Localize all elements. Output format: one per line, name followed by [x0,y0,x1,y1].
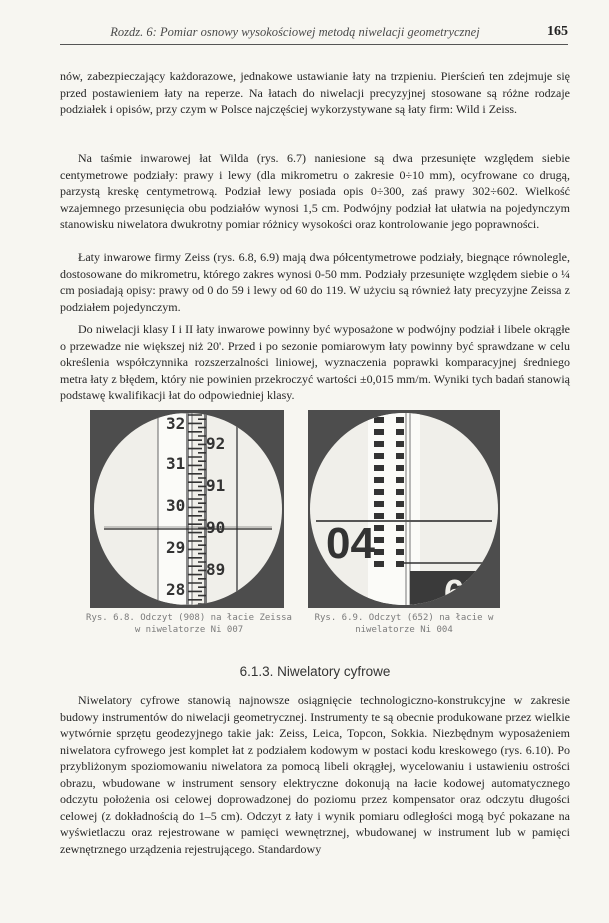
staff-label: 28 [166,580,186,599]
staff-bar [396,549,404,555]
staff-bar [374,549,384,555]
staff-label: 31 [166,454,186,473]
staff-reading-image [310,413,498,605]
staff-label: 04 [326,519,375,568]
staff-label: 29 [166,538,186,557]
running-header [60,24,568,45]
staff-bar [396,513,404,519]
paragraph-3: Łaty inwarowe firmy Zeiss (rys. 6.8, 6.9) mają dwa półcentymetrowe podziały, biegnące równolegle, dostosowane do mikrometru, którego zakres wynosi 0-50 mm. Podziały przesunięte względem siebie o ¼ cm posiadają opisy: prawy od 0 do 59 i lewy od 60 do 119. W użyciu są również łaty precyzyjne Zeissa z podziałem pojedynczym. [60,250,570,314]
staff-bar [396,417,404,423]
staff-bar [396,525,404,531]
staff-bar [374,489,384,495]
figure-6-8 [90,410,284,608]
staff-label: 89 [206,560,226,579]
staff-bar [396,537,404,543]
staff-bar [374,525,384,531]
staff-bar [374,537,384,543]
section-heading: 6.1.3. Niwelatory cyfrowe [239,664,391,679]
eyepiece-view [94,413,282,605]
staff-label: 65 [444,572,485,605]
paragraph-1: nów, zabezpieczający każdorazowe, jednakowe ustawianie łaty na trzpieniu. Pierścień ten zdejmuje się przed postawieniem łaty na reperze. Na łatach do niwelacji precyzyjnej stosowane są różne rodzaje podziałek i opisów, przy czym w Polsce najczęściej wykorzystywane są łaty firm: Wild i Zeiss. [60,69,570,116]
eyepiece-view [310,413,498,605]
staff-bar [374,417,384,423]
staff-bar [374,477,384,483]
staff-bar [374,501,384,507]
chapter-title: Rozdz. 6: Pomiar osnowy wysokościowej metodą niwelacji geometrycznej [110,25,480,39]
staff-label: 90 [206,518,226,537]
paragraph-5: Niwelatory cyfrowe stanowią najnowsze osiągnięcie technologiczno-konstrukcyjne w zakresie budowy instrumentów do niwelacji geometrycznej. Instrumenty te są obecnie produkowane przez wielkie wytwórnie sprzętu geodezyjnego takie jak: Zeiss, Leica, Topcon, Sokkia. Niezbędnym wyposażeniem niwelatora cyfrowego jest komplet łat z podziałem kodowym w postaci kodu kreskowego (rys. 6.10). Po przybliżonym spoziomowaniu niwelatora za pomocą libeli okrągłej, wycelowaniu i ustawieniu ostrości obrazu, wbudowane w instrument sensory elektryczne dokonują na łacie kodowej automatycznego odczytu położenia osi celowej doprowadzonej do poziomu przez kompensator oraz odczytu długości celowej (z dokładnością do 1–5 cm). Odczyt z łaty i wynik pomiaru odległości mogą być pokazane na wyświetlaczu oraz rejestrowane w pamięci wewnętrznej, wbudowanej w instrument lub w pamięci zewnętrznego urządzenia rejestrującego. Standardowy [60,693,570,856]
staff-bar [396,429,404,435]
staff-bar [374,513,384,519]
staff-label: 32 [166,414,186,433]
staff-bar [374,453,384,459]
staff-bar [374,561,384,567]
staff-bar [396,561,404,567]
staff-bar [374,465,384,471]
staff-bar [396,477,404,483]
figure-6-9 [308,410,500,608]
paragraph-2: Na taśmie inwarowej łat Wilda (rys. 6.7) naniesione są dwa przesunięte względem siebie centymetrowe podziały: prawy i lewy (dla mikrometru o zakresie 0÷10 mm), ocyfrowane co drugą, parzystą kreskę centymetrową. Podział lewy posiada opis 0÷300, zaś prawy 302÷602. Wielkość wzajemnego przesunięcia obu podziałów wynosi 1,5 cm. Podwójny podział łat ułatwia na pojedynczym stanowisku niwelatora dwukrotny pomiar różnicy wysokości oraz kontrolowanie jego poprawności. [60,151,570,231]
staff-bar [396,465,404,471]
staff-bar [396,501,404,507]
staff-bar [374,441,384,447]
figure-caption: Rys. 6.8. Odczyt (908) na łacie Zeissa w niwelatorze Ni 007 [86,613,292,635]
paragraph-4: Do niwelacji klasy I i II łaty inwarowe powinny być wyposażone w podwójny podział i libele okrągłe o przewadze nie większej niż 20'. Przed i po sezonie pomiarowym łaty powinny być sprawdzane w celu określenia współczynnika rozszerzalności liniowej, wyznaczenia poprawki komparacyjnej średniego metra łaty z błędem, który nie powinien przekroczyć wartości ±0,015 mm/m. Wyniki tych badań stanowią podstawę kwalifikacji łat do odpowiedniej klasy. [60,322,570,402]
staff-bar [396,489,404,495]
staff-reading-image [94,413,282,605]
staff-label: 92 [206,434,226,453]
figure-caption: Rys. 6.9. Odczyt (652) na łacie w niwelatorze Ni 004 [314,613,494,635]
staff-bar [396,453,404,459]
staff-bar [396,441,404,447]
staff-label: 30 [166,496,186,515]
page-number: 165 [547,24,568,39]
staff-bar [374,429,384,435]
staff-label: 91 [206,476,226,495]
